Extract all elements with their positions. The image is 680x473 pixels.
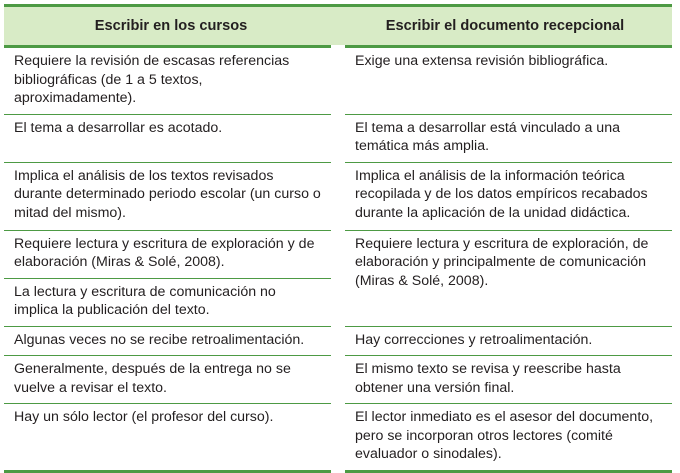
cell-thesis: Exige una extensa revisión bibliográfica. — [338, 47, 672, 115]
header-thesis: Escribir el documento recepcional — [338, 6, 672, 47]
cell-thesis: El mismo texto se revisa y reescribe hasta obtener una versión final. — [338, 356, 672, 404]
cell-courses: Requiere la revisión de escasas referencias bibliográficas (de 1 a 5 textos, aproximadamente). — [4, 47, 338, 115]
table-header — [4, 6, 672, 47]
cell-courses: Algunas veces no se recibe retroalimentación. — [4, 326, 338, 356]
cell-courses: Hay un sólo lector (el profesor del curso). — [4, 404, 338, 472]
table-row — [4, 162, 672, 230]
cell-courses: La lectura y escritura de comunicación no implica la publicación del texto. — [4, 278, 338, 326]
table-body — [4, 47, 672, 472]
cell-courses: Generalmente, después de la entrega no se vuelve a revisar el texto. — [4, 356, 338, 404]
table-row — [4, 114, 672, 162]
header-row — [4, 6, 672, 47]
cell-thesis: Implica el análisis de la información teórica recopilada y de los datos empíricos recabados durante la aplicación de la unidad didáctica. — [338, 162, 672, 230]
cell-courses: Requiere lectura y escritura de exploración y de elaboración (Miras & Solé, 2008). — [4, 230, 338, 278]
header-courses: Escribir en los cursos — [4, 6, 338, 47]
table-row — [4, 230, 672, 278]
table-row — [4, 47, 672, 115]
table-row — [4, 326, 672, 356]
table-row — [4, 404, 672, 472]
cell-courses: Implica el análisis de los textos revisados durante determinado periodo escolar (un curso o mitad del mismo). — [4, 162, 338, 230]
cell-thesis: Hay correcciones y retroalimentación. — [338, 326, 672, 356]
cell-thesis: El tema a desarrollar está vinculado a una temática más amplia. — [338, 114, 672, 162]
cell-thesis: El lector inmediato es el asesor del documento, pero se incorporan otros lectores (comité evaluador o sinodales). — [338, 404, 672, 472]
table-row — [4, 356, 672, 404]
cell-thesis-merged: Requiere lectura y escritura de exploración, de elaboración y principalmente de comunicación (Miras & Solé, 2008). — [338, 230, 672, 326]
cell-courses: El tema a desarrollar es acotado. — [4, 114, 338, 162]
comparison-table — [4, 4, 672, 473]
